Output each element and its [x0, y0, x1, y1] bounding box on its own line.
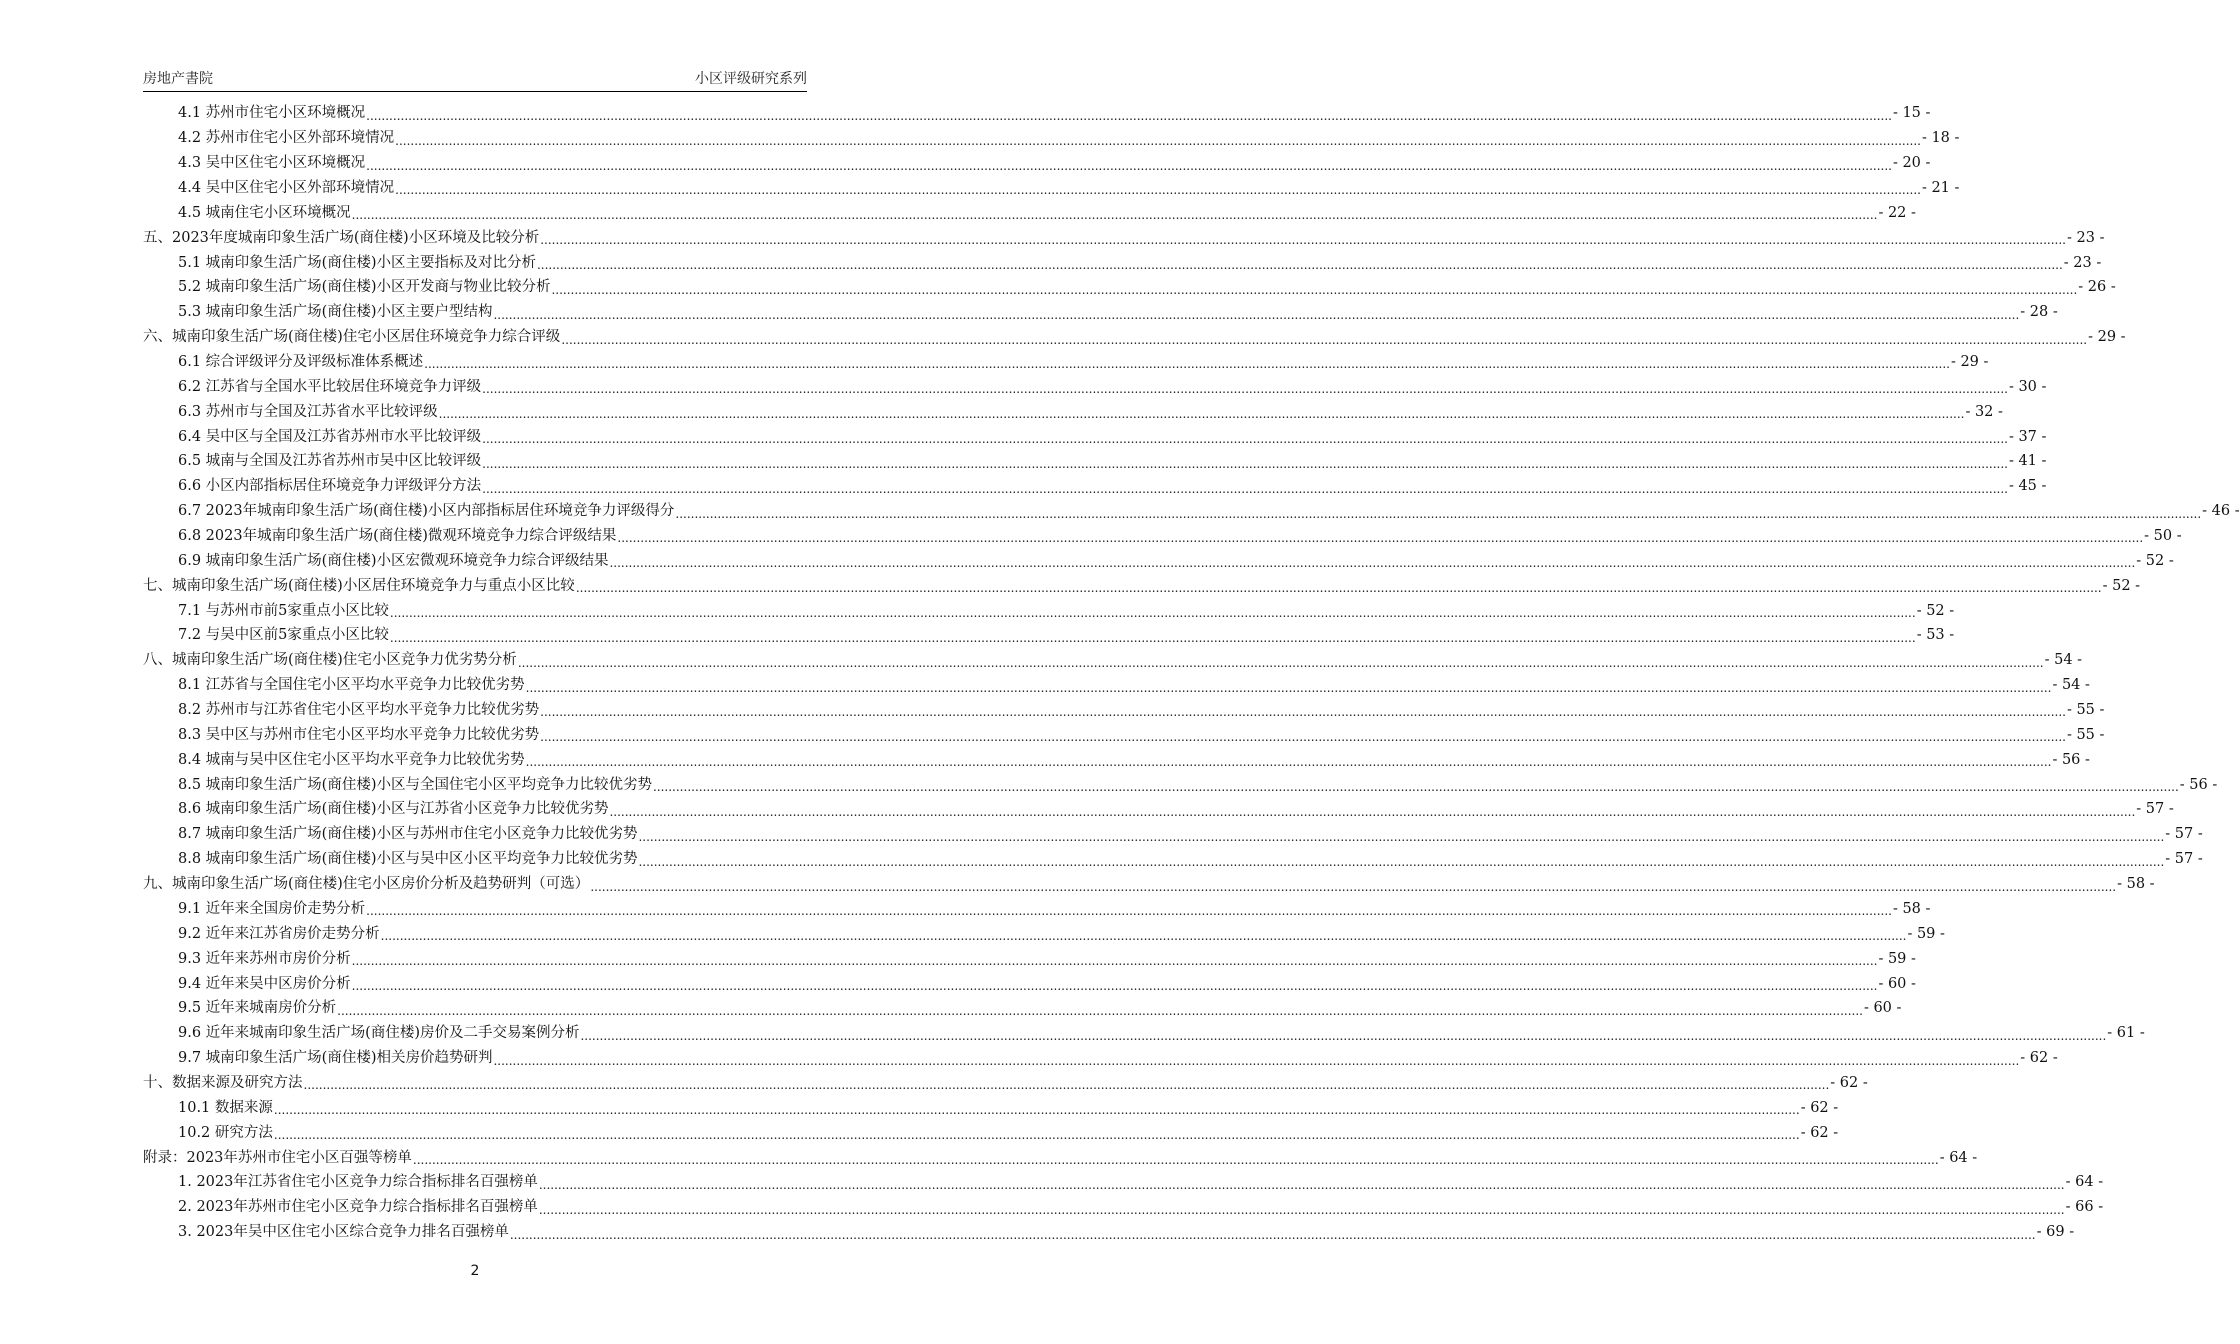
toc-dot-leader: ................................................................................................................................................................................................................................................................................................................................................................................................................ — [493, 307, 2020, 322]
toc-dot-leader: ................................................................................................................................................................................................................................................................................................................................................................................................................ — [536, 258, 2063, 273]
toc-entry-page: - 62 - — [1830, 1074, 1868, 1091]
toc-dot-leader: ................................................................................................................................................................................................................................................................................................................................................................................................................ — [617, 531, 2144, 546]
toc-entry[interactable] — [143, 598, 1955, 623]
toc-entry[interactable] — [143, 673, 2090, 698]
toc-entry[interactable] — [143, 847, 2203, 872]
toc-entry-title: 七、城南印象生活广场(商住楼)小区居住环境竞争力与重点小区比较 — [143, 577, 575, 594]
toc-entry[interactable] — [143, 449, 2047, 474]
toc-entry[interactable] — [143, 350, 1989, 375]
toc-entry-title: 六、城南印象生活广场(商住楼)住宅小区居住环境竞争力综合评级 — [143, 329, 561, 346]
toc-entry[interactable] — [143, 897, 1931, 922]
toc-dot-leader: ................................................................................................................................................................................................................................................................................................................................................................................................................ — [609, 804, 2136, 819]
toc-entry-page: - 26 - — [2078, 279, 2116, 296]
toc-entry-page: - 15 - — [1892, 105, 1931, 122]
toc-entry-title: 8.5 城南印象生活广场(商住楼)小区与全国住宅小区平均竞争力比较优劣势 — [178, 776, 652, 793]
toc-entry-page: - 41 - — [2008, 453, 2047, 470]
toc-entry-page: - 56 - — [2052, 751, 2090, 768]
header-publisher: 房地产書院 — [143, 71, 213, 87]
toc-entry-title: 2. 2023年苏州市住宅小区竞争力综合指标排名百强榜单 — [178, 1199, 538, 1216]
toc-dot-leader: ................................................................................................................................................................................................................................................................................................................................................................................................................ — [482, 481, 2008, 496]
toc-entry-page: - 30 - — [2008, 378, 2047, 395]
toc-dot-leader: ................................................................................................................................................................................................................................................................................................................................................................................................................ — [638, 854, 2165, 869]
page-header — [143, 66, 807, 88]
toc-dot-leader: ................................................................................................................................................................................................................................................................................................................................................................................................................ — [424, 357, 1950, 372]
toc-entry[interactable] — [143, 176, 1960, 201]
toc-dot-leader: ................................................................................................................................................................................................................................................................................................................................................................................................................ — [366, 904, 1892, 919]
toc-entry[interactable] — [143, 151, 1931, 176]
toc-entry-title: 4.4 吴中区住宅小区外部环境情况 — [178, 180, 395, 196]
toc-entry-title: 6.1 综合评级评分及评级标准体系概述 — [178, 354, 424, 371]
toc-dot-leader: ................................................................................................................................................................................................................................................................................................................................................................................................................ — [351, 978, 1878, 993]
toc-dot-leader: ................................................................................................................................................................................................................................................................................................................................................................................................................ — [366, 108, 1892, 123]
toc-dot-leader: ................................................................................................................................................................................................................................................................................................................................................................................................................ — [509, 1227, 2036, 1242]
toc-dot-leader: ................................................................................................................................................................................................................................................................................................................................................................................................................ — [366, 158, 1892, 173]
toc-entry-title: 九、城南印象生活广场(商住楼)住宅小区房价分析及趋势研判（可选） — [143, 876, 590, 893]
toc-entry-page: - 23 - — [2067, 229, 2105, 246]
toc-entry[interactable] — [143, 200, 1916, 225]
toc-entry-page: - 32 - — [1965, 403, 2003, 420]
toc-entry-title: 4.1 苏州市住宅小区环境概况 — [178, 105, 366, 122]
toc-entry[interactable] — [143, 101, 1931, 126]
toc-entry[interactable] — [143, 1021, 2145, 1046]
toc-dot-leader: ................................................................................................................................................................................................................................................................................................................................................................................................................ — [575, 581, 2102, 596]
toc-entry[interactable] — [143, 996, 1902, 1021]
toc-entry-page: - 66 - — [2065, 1199, 2104, 1216]
toc-entry-page: - 21 - — [1921, 180, 1960, 196]
toc-entry-title: 1. 2023年江苏省住宅小区竞争力综合指标排名百强榜单 — [178, 1174, 538, 1191]
toc-dot-leader: ................................................................................................................................................................................................................................................................................................................................................................................................................ — [609, 556, 2136, 571]
toc-entry-page: - 61 - — [2107, 1025, 2145, 1042]
toc-entry-title: 五、2023年度城南印象生活广场(商住楼)小区环境及比较分析 — [143, 229, 540, 246]
toc-entry-title: 5.2 城南印象生活广场(商住楼)小区开发商与物业比较分析 — [178, 279, 551, 296]
toc-entry-page: - 62 - — [2020, 1050, 2058, 1067]
toc-entry-title: 6.9 城南印象生活广场(商住楼)小区宏微观环境竞争力综合评级结果 — [178, 552, 609, 569]
toc-entry-page: - 22 - — [1878, 204, 1916, 221]
toc-entry-title: 8.6 城南印象生活广场(商住楼)小区与江苏省小区竞争力比较优劣势 — [178, 801, 609, 818]
toc-entry[interactable] — [143, 1170, 2104, 1195]
toc-dot-leader: ................................................................................................................................................................................................................................................................................................................................................................................................................ — [412, 1152, 1939, 1167]
toc-entry[interactable] — [143, 1120, 1839, 1145]
toc-dot-leader: ................................................................................................................................................................................................................................................................................................................................................................................................................ — [389, 630, 1916, 645]
toc-dot-leader: ................................................................................................................................................................................................................................................................................................................................................................................................................ — [525, 680, 2052, 695]
toc-entry[interactable] — [143, 548, 2174, 573]
toc-entry-page: - 60 - — [1878, 975, 1916, 992]
toc-entry-title: 8.7 城南印象生活广场(商住楼)小区与苏州市住宅小区竞争力比较优劣势 — [178, 826, 638, 843]
toc-entry-title: 5.3 城南印象生活广场(商住楼)小区主要户型结构 — [178, 304, 493, 321]
toc-entry-page: - 64 - — [2065, 1174, 2104, 1191]
toc-entry-page: - 45 - — [2008, 478, 2047, 495]
toc-entry-page: - 52 - — [1916, 602, 1955, 619]
toc-dot-leader: ................................................................................................................................................................................................................................................................................................................................................................................................................ — [438, 407, 1965, 422]
toc-dot-leader: ................................................................................................................................................................................................................................................................................................................................................................................................................ — [517, 655, 2044, 670]
toc-dot-leader: ................................................................................................................................................................................................................................................................................................................................................................................................................ — [675, 506, 2202, 521]
toc-dot-leader: ................................................................................................................................................................................................................................................................................................................................................................................................................ — [540, 233, 2066, 248]
toc-entry[interactable] — [143, 623, 1955, 648]
toc-dot-leader: ................................................................................................................................................................................................................................................................................................................................................................................................................ — [273, 1103, 1800, 1118]
toc-entry-title: 6.5 城南与全国及江苏省苏州市吴中区比较评级 — [178, 453, 482, 470]
toc-entry[interactable] — [143, 1071, 1868, 1096]
toc-entry-title: 7.2 与吴中区前5家重点小区比较 — [178, 627, 389, 644]
toc-entry-title: 9.2 近年来江苏省房价走势分析 — [178, 925, 380, 942]
toc-dot-leader: ................................................................................................................................................................................................................................................................................................................................................................................................................ — [551, 282, 2078, 297]
toc-entry[interactable] — [143, 648, 2083, 673]
page-number: 2 — [470, 1263, 480, 1279]
toc-entry-title: 6.2 江苏省与全国水平比较居住环境竞争力评级 — [178, 378, 482, 395]
toc-entry[interactable] — [143, 374, 2047, 399]
toc-entry[interactable] — [143, 474, 2047, 499]
toc-entry[interactable] — [143, 300, 2058, 325]
table-of-contents — [143, 101, 2240, 1245]
toc-dot-leader: ................................................................................................................................................................................................................................................................................................................................................................................................................ — [337, 1003, 1863, 1018]
toc-entry[interactable] — [143, 1220, 2075, 1245]
toc-dot-leader: ................................................................................................................................................................................................................................................................................................................................................................................................................ — [538, 1177, 2065, 1192]
toc-entry-page: - 37 - — [2008, 428, 2047, 445]
toc-entry[interactable] — [143, 424, 2047, 449]
toc-entry-page: - 55 - — [2066, 702, 2105, 719]
toc-entry-title: 9.1 近年来全国房价走势分析 — [178, 900, 366, 917]
toc-entry[interactable] — [143, 225, 2105, 250]
header-series-title: 小区评级研究系列 — [695, 71, 807, 87]
toc-dot-leader: ................................................................................................................................................................................................................................................................................................................................................................................................................ — [638, 829, 2165, 844]
toc-entry-title: 4.3 吴中区住宅小区环境概况 — [178, 155, 366, 172]
toc-entry[interactable] — [143, 1145, 1978, 1170]
toc-entry-title: 6.7 2023年城南印象生活广场(商住楼)小区内部指标居住环境竞争力评级得分 — [178, 503, 675, 520]
toc-entry-page: - 58 - — [2117, 876, 2155, 893]
toc-entry[interactable] — [143, 1046, 2058, 1071]
toc-dot-leader: ................................................................................................................................................................................................................................................................................................................................................................................................................ — [395, 183, 1921, 198]
toc-entry-title: 8.3 吴中区与苏州市住宅小区平均水平竞争力比较优劣势 — [178, 726, 540, 743]
toc-entry-page: - 18 - — [1921, 130, 1960, 147]
toc-entry-title: 6.8 2023年城南印象生活广场(商住楼)微观环境竞争力综合评级结果 — [178, 528, 617, 545]
toc-dot-leader: ................................................................................................................................................................................................................................................................................................................................................................................................................ — [303, 1078, 1830, 1093]
toc-entry-page: - 46 - — [2202, 503, 2240, 520]
toc-entry-title: 9.7 城南印象生活广场(商住楼)相关房价趋势研判 — [178, 1050, 493, 1067]
toc-entry[interactable] — [143, 772, 2218, 797]
toc-entry-title: 6.4 吴中区与全国及江苏省苏州市水平比较评级 — [178, 428, 482, 445]
toc-entry-page: - 55 - — [2066, 726, 2105, 743]
toc-entry[interactable] — [143, 1195, 2104, 1220]
toc-entry-page: - 50 - — [2144, 528, 2182, 545]
toc-entry-title: 4.5 城南住宅小区环境概况 — [178, 204, 351, 221]
toc-entry-title: 8.1 江苏省与全国住宅小区平均水平竞争力比较优劣势 — [178, 677, 525, 694]
toc-entry-title: 3. 2023年吴中区住宅小区综合竞争力排名百强榜单 — [178, 1224, 509, 1241]
toc-dot-leader: ................................................................................................................................................................................................................................................................................................................................................................................................................ — [652, 780, 2179, 795]
toc-dot-leader: ................................................................................................................................................................................................................................................................................................................................................................................................................ — [561, 332, 2088, 347]
toc-entry-page: - 62 - — [1800, 1099, 1839, 1116]
toc-entry[interactable] — [143, 325, 2126, 350]
toc-dot-leader: ................................................................................................................................................................................................................................................................................................................................................................................................................ — [380, 929, 1907, 944]
toc-entry-title: 9.3 近年来苏州市房价分析 — [178, 950, 351, 967]
toc-dot-leader: ................................................................................................................................................................................................................................................................................................................................................................................................................ — [351, 954, 1878, 969]
toc-entry-title: 八、城南印象生活广场(商住楼)住宅小区竞争力优劣势分析 — [143, 652, 517, 669]
toc-entry-page: - 53 - — [1916, 627, 1955, 644]
toc-dot-leader: ................................................................................................................................................................................................................................................................................................................................................................................................................ — [482, 382, 2008, 397]
toc-entry-title: 十、数据来源及研究方法 — [143, 1074, 303, 1091]
toc-entry-page: - 23 - — [2063, 254, 2102, 271]
toc-entry-page: - 64 - — [1939, 1149, 1978, 1166]
toc-entry-page: - 52 - — [2102, 577, 2141, 594]
toc-entry-page: - 59 - — [1878, 950, 1916, 967]
toc-entry-title: 8.8 城南印象生活广场(商住楼)小区与吴中区小区平均竞争力比较优劣势 — [178, 851, 638, 868]
toc-entry[interactable] — [143, 1095, 1839, 1120]
toc-entry[interactable] — [143, 872, 2155, 897]
toc-entry-title: 6.6 小区内部指标居住环境竞争力评级评分方法 — [178, 478, 482, 495]
toc-entry[interactable] — [143, 747, 2090, 772]
toc-entry-title: 9.5 近年来城南房价分析 — [178, 1000, 337, 1017]
toc-dot-leader: ................................................................................................................................................................................................................................................................................................................................................................................................................ — [590, 879, 2117, 894]
toc-entry[interactable] — [143, 971, 1916, 996]
toc-entry-title: 7.1 与苏州市前5家重点小区比较 — [178, 602, 389, 619]
toc-dot-leader: ................................................................................................................................................................................................................................................................................................................................................................................................................ — [538, 1202, 2065, 1217]
toc-entry-page: - 62 - — [1800, 1124, 1839, 1141]
toc-entry-page: - 54 - — [2044, 652, 2083, 669]
toc-entry-title: 附录：2023年苏州市住宅小区百强等榜单 — [143, 1149, 412, 1166]
toc-entry-page: - 29 - — [1950, 354, 1989, 371]
toc-entry-title: 10.2 研究方法 — [178, 1124, 273, 1141]
toc-entry-page: - 69 - — [2036, 1224, 2075, 1241]
toc-entry[interactable] — [143, 399, 2003, 424]
toc-entry[interactable] — [143, 698, 2105, 723]
toc-dot-leader: ................................................................................................................................................................................................................................................................................................................................................................................................................ — [395, 133, 1921, 148]
toc-entry[interactable] — [143, 275, 2116, 300]
toc-entry-page: - 20 - — [1892, 155, 1931, 172]
toc-entry-page: - 28 - — [2020, 304, 2058, 321]
toc-entry-title: 4.2 苏州市住宅小区外部环境情况 — [178, 130, 395, 147]
toc-entry-page: - 58 - — [1892, 900, 1931, 917]
toc-entry-title: 10.1 数据来源 — [178, 1099, 273, 1116]
toc-entry[interactable] — [143, 797, 2174, 822]
toc-entry-page: - 57 - — [2165, 826, 2203, 843]
toc-entry[interactable] — [143, 722, 2105, 747]
toc-entry[interactable] — [143, 946, 1916, 971]
toc-dot-leader: ................................................................................................................................................................................................................................................................................................................................................................................................................ — [389, 606, 1916, 621]
toc-entry-page: - 52 - — [2136, 552, 2174, 569]
toc-dot-leader: ................................................................................................................................................................................................................................................................................................................................................................................................................ — [540, 730, 2066, 745]
toc-entry[interactable] — [143, 573, 2141, 598]
toc-entry-title: 5.1 城南印象生活广场(商住楼)小区主要指标及对比分析 — [178, 254, 536, 271]
toc-dot-leader: ................................................................................................................................................................................................................................................................................................................................................................................................................ — [540, 705, 2066, 720]
toc-entry[interactable] — [143, 822, 2203, 847]
toc-dot-leader: ................................................................................................................................................................................................................................................................................................................................................................................................................ — [525, 755, 2052, 770]
toc-dot-leader: ................................................................................................................................................................................................................................................................................................................................................................................................................ — [351, 208, 1878, 223]
toc-dot-leader: ................................................................................................................................................................................................................................................................................................................................................................................................................ — [493, 1053, 2020, 1068]
toc-dot-leader: ................................................................................................................................................................................................................................................................................................................................................................................................................ — [273, 1128, 1800, 1143]
toc-entry-title: 9.4 近年来吴中区房价分析 — [178, 975, 351, 992]
toc-entry[interactable] — [143, 524, 2182, 549]
toc-entry[interactable] — [143, 250, 2102, 275]
toc-entry-page: - 56 - — [2179, 776, 2218, 793]
toc-entry-page: - 54 - — [2052, 677, 2090, 694]
toc-dot-leader: ................................................................................................................................................................................................................................................................................................................................................................................................................ — [580, 1028, 2107, 1043]
toc-entry-title: 9.6 近年来城南印象生活广场(商住楼)房价及二手交易案例分析 — [178, 1025, 580, 1042]
toc-entry-page: - 60 - — [1863, 1000, 1902, 1017]
toc-entry[interactable] — [143, 126, 1960, 151]
toc-entry[interactable] — [143, 921, 1945, 946]
toc-entry-page: - 57 - — [2136, 801, 2174, 818]
toc-entry-title: 6.3 苏州市与全国及江苏省水平比较评级 — [178, 403, 438, 420]
toc-entry-page: - 57 - — [2165, 851, 2203, 868]
toc-entry-title: 8.2 苏州市与江苏省住宅小区平均水平竞争力比较优劣势 — [178, 702, 540, 719]
toc-entry-page: - 59 - — [1907, 925, 1945, 942]
header-divider — [143, 91, 807, 92]
toc-dot-leader: ................................................................................................................................................................................................................................................................................................................................................................................................................ — [482, 432, 2008, 447]
toc-entry[interactable] — [143, 499, 2240, 524]
toc-entry-page: - 29 - — [2088, 329, 2126, 346]
toc-dot-leader: ................................................................................................................................................................................................................................................................................................................................................................................................................ — [482, 456, 2008, 471]
toc-entry-title: 8.4 城南与吴中区住宅小区平均水平竞争力比较优劣势 — [178, 751, 525, 768]
